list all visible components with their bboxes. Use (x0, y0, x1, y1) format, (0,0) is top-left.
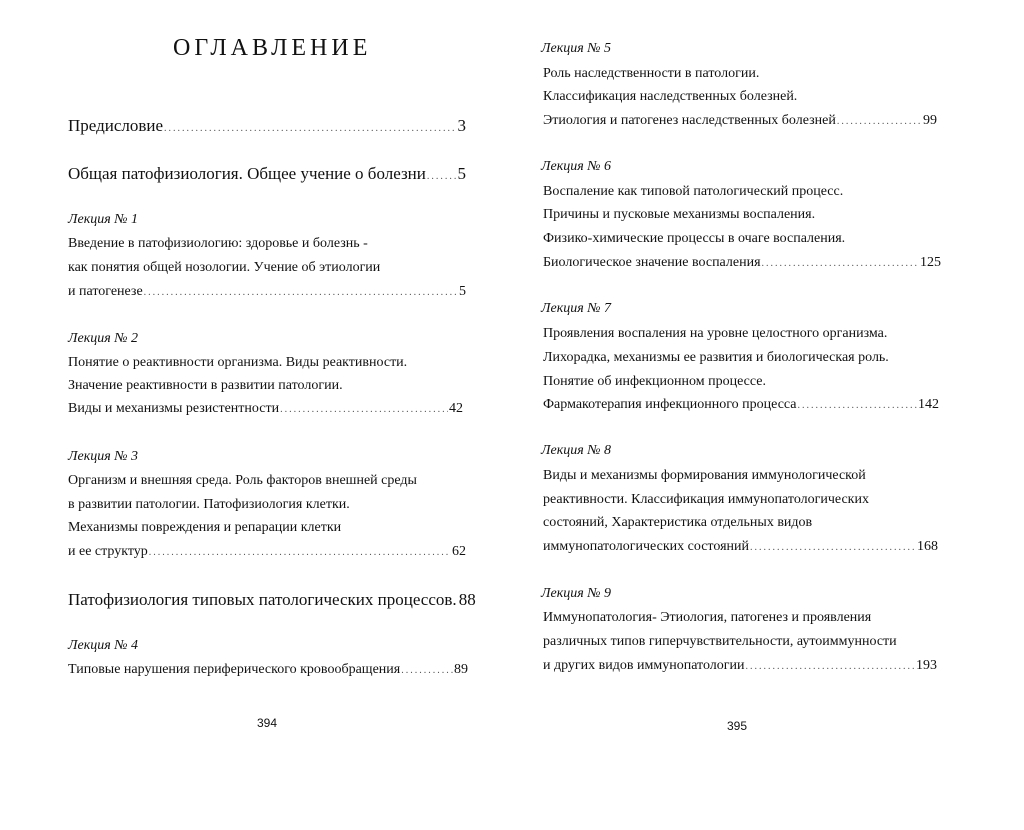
toc-label: Биологическое значение воспаления (543, 255, 761, 270)
toc-page: 42 (449, 401, 463, 416)
toc-label: иммунопатологических состояний (543, 539, 749, 554)
toc-label: и других видов иммунопатологии (543, 658, 745, 673)
toc-entry-lecture-2[interactable] (68, 401, 463, 417)
page-number: 394 (257, 716, 278, 730)
toc-label: Патофизиология типовых патологических процессов. (68, 590, 457, 609)
lecture-heading: Лекция № 9 (541, 586, 611, 601)
toc-entry-typical-processes[interactable] (68, 590, 476, 610)
toc-page: 142 (918, 397, 939, 412)
toc-label: Фармакотерапия инфекционного процесса (543, 397, 797, 412)
lecture-heading: Лекция № 6 (541, 159, 611, 174)
page-title: ОГЛАВЛЕНИЕ (173, 35, 372, 61)
toc-entry-lecture-9[interactable] (543, 658, 937, 674)
toc-label: Предисловие (68, 116, 164, 135)
lecture-line: Значение реактивности в развитии патологии. (68, 378, 343, 393)
lecture-heading: Лекция № 7 (541, 301, 611, 316)
lecture-line: Воспаление как типовой патологический процесс. (543, 184, 844, 199)
lecture-line: различных типов гиперчувствительности, аутоиммунности (543, 634, 897, 649)
toc-entry-lecture-8[interactable] (543, 539, 938, 555)
page-number: 395 (727, 719, 748, 733)
lecture-line: Механизмы повреждения и репарации клетки (68, 520, 342, 535)
lecture-line: Введение в патофизиологию: здоровье и болезнь - (68, 236, 368, 251)
toc-entry-lecture-3[interactable] (68, 544, 466, 560)
lecture-line: Лихорадка, механизмы ее развития и биологическая роль. (543, 350, 889, 365)
lecture-heading: Лекция № 8 (541, 443, 611, 458)
lecture-heading: Лекция № 3 (68, 449, 138, 464)
lecture-line: Проявления воспаления на уровне целостного организма. (543, 326, 888, 341)
lecture-heading: Лекция № 2 (68, 331, 138, 346)
toc-label: Типовые нарушения периферического кровообращения (68, 662, 401, 677)
lecture-line: как понятия общей нозологии. Учение об этиологии (68, 260, 381, 275)
toc-page: 5 (459, 284, 466, 299)
lecture-line: в развитии патологии. Патофизиология клетки. (68, 497, 350, 512)
toc-label: Виды и механизмы резистентности (68, 401, 280, 416)
toc-page: 3 (457, 116, 466, 135)
toc-label: Общая патофизиология. Общее учение о болезни (68, 164, 426, 183)
lecture-line: Причины и пусковые механизмы воспаления. (543, 207, 816, 222)
lecture-line: Понятие о реактивности организма. Виды реактивности. (68, 355, 408, 370)
lecture-heading: Лекция № 4 (68, 638, 138, 653)
lecture-line: Организм и внешняя среда. Роль факторов внешней среды (68, 473, 417, 488)
lecture-line: Иммунопатология- Этиология, патогенез и проявления (543, 610, 872, 625)
lecture-heading: Лекция № 5 (541, 41, 611, 56)
lecture-line: реактивности. Классификация иммунопатологических (543, 492, 869, 507)
toc-label: и патогенезе (68, 284, 143, 299)
toc-entry-lecture-1[interactable] (68, 284, 466, 300)
lecture-line: Роль наследственности в патологии. (543, 66, 760, 81)
lecture-line: состояний, Характеристика отдельных видов (543, 515, 813, 530)
lecture-line: Классификация наследственных болезней. (543, 89, 798, 104)
toc-page: 5 (457, 164, 466, 183)
toc-page: 168 (917, 539, 938, 554)
toc-page: 125 (920, 255, 941, 270)
toc-entry-general[interactable] (68, 164, 466, 184)
toc-entry-lecture-4[interactable] (68, 662, 468, 678)
toc-entry-lecture-7[interactable] (543, 397, 939, 413)
lecture-heading: Лекция № 1 (68, 212, 138, 227)
lecture-line: Виды и механизмы формирования иммунологической (543, 468, 866, 483)
toc-label: Этиология и патогенез наследственных болезней (543, 113, 836, 128)
toc-label: и ее структур (68, 544, 148, 559)
toc-page: 89 (454, 662, 468, 677)
lecture-line: Физико-химические процессы в очаге воспаления. (543, 231, 846, 246)
toc-entry-lecture-5[interactable] (543, 113, 937, 129)
toc-entry-preface[interactable] (68, 116, 466, 136)
toc-page: 99 (923, 113, 937, 128)
toc-page: 88 (458, 590, 476, 609)
lecture-line: Понятие об инфекционном процессе. (543, 374, 766, 389)
toc-page: 193 (916, 658, 937, 673)
toc-entry-lecture-6[interactable] (543, 255, 941, 271)
toc-page: 62 (452, 544, 466, 559)
